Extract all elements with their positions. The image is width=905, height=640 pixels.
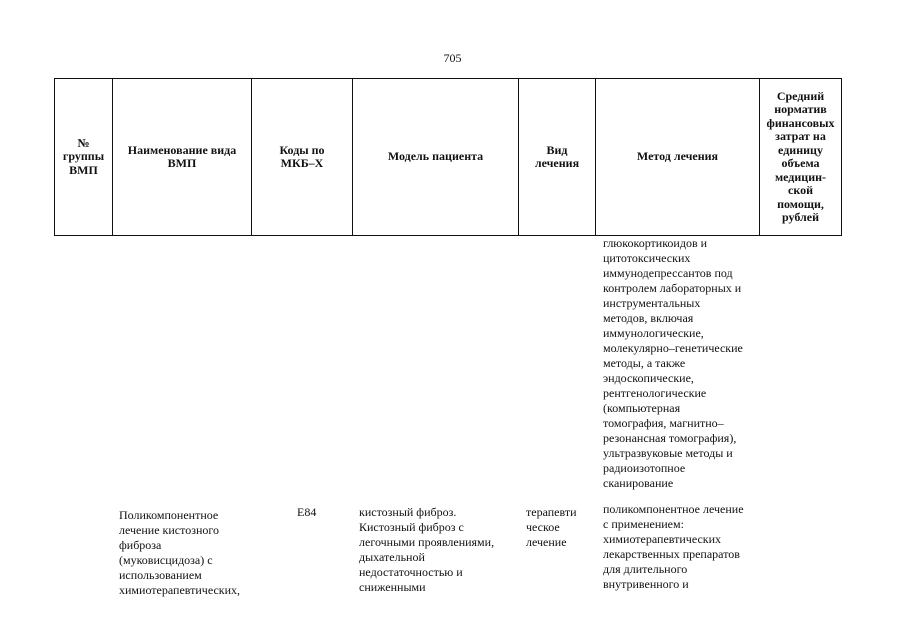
method-continuation-text: глюкокортикоидов и цитотоксических иммунодепрессантов под контролем лабораторных и инструментальных методов, включая иммунологические, молекулярно–генетические методы, а также эндоскопические, рентгенологические (компьютерная томография, магнитно– резонансная томография), ультразвуковые методы и радиоизотопное сканирование xyxy=(603,236,743,490)
row-method-cell: поликомпонентное лечение с применением: химиотерапевтических лекарственных препаратов для длительного внутривенного и xyxy=(603,502,744,591)
header-model: Модель пациента xyxy=(353,79,519,236)
header-cost: Средний норматив финансовых затрат на единицу объема медицин- ской помощи, рублей xyxy=(760,79,842,236)
row-code-cell: E84 xyxy=(297,505,317,519)
header-name: Наименование вида ВМП xyxy=(113,79,252,236)
table-header xyxy=(54,78,842,236)
row-name-cell: Поликомпонентное лечение кистозного фиброза (муковисцидоза) с использованием химиотерапевтических, xyxy=(119,508,241,597)
row-model-cell: кистозный фиброз. Кистозный фиброз с легочными проявлениями, дыхательной недостаточностью и сниженными xyxy=(359,505,495,594)
header-codes: Коды по МКБ–Х xyxy=(252,79,353,236)
header-type: Вид лечения xyxy=(519,79,596,236)
header-group-number: № группы ВМП xyxy=(55,79,113,236)
row-type-cell: терапевти ческое лечение xyxy=(526,505,577,549)
page-number: 705 xyxy=(443,51,462,65)
header-method: Метод лечения xyxy=(596,79,760,236)
